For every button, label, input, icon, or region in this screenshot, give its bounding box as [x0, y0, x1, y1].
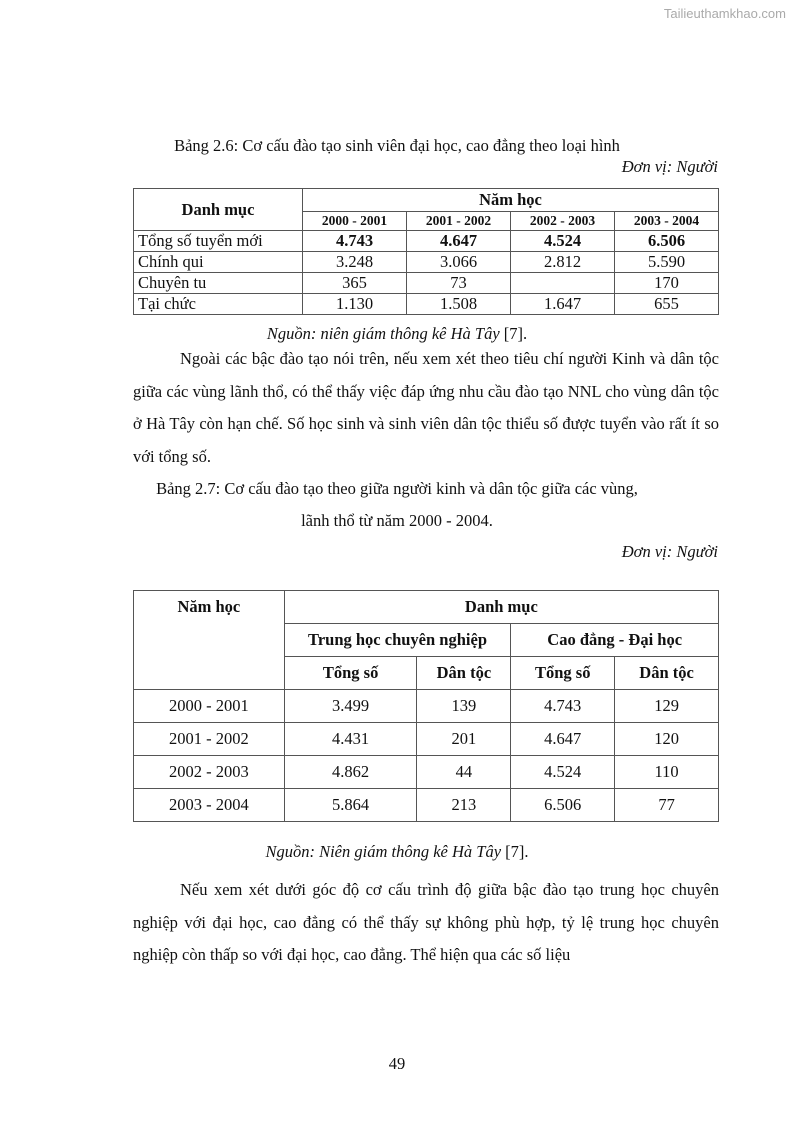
table1-year-header: 2003 - 2004	[615, 212, 719, 231]
row-year: 2003 - 2004	[134, 789, 285, 822]
cell-value: 4.862	[284, 756, 417, 789]
row-label: Tổng số tuyển mới	[134, 231, 303, 252]
table2-sub-ethnic: Dân tộc	[615, 657, 719, 690]
cell-value: 4.743	[303, 231, 407, 252]
cell-value: 3.248	[303, 252, 407, 273]
paragraph-text: Ngoài các bậc đào tạo nói trên, nếu xem xét theo tiêu chí người Kinh và dân tộc giữa các vùng lãnh thổ, có thể thấy việc đáp ứng nhu cầu đào tạo NNL cho vùng dân tộc ở Hà Tây còn hạn chế. Số học sinh và sinh viên dân tộc thiểu số được tuyển vào rất ít so với tổng số.	[133, 349, 719, 466]
cell-value: 110	[615, 756, 719, 789]
cell-value: 77	[615, 789, 719, 822]
table2-sub-ethnic: Dân tộc	[417, 657, 511, 690]
table2-source	[0, 842, 794, 862]
cell-value: 201	[417, 723, 511, 756]
table-row	[134, 252, 719, 273]
cell-value: 213	[417, 789, 511, 822]
table1-year-header: 2000 - 2001	[303, 212, 407, 231]
table2-unit: Đơn vị: Người	[621, 542, 718, 561]
table2-sub-total: Tổng số	[511, 657, 615, 690]
row-label: Chính qui	[134, 252, 303, 273]
cell-value: 139	[417, 690, 511, 723]
table1-header-category: Danh mục	[134, 189, 303, 231]
table-row	[134, 723, 719, 756]
cell-value: 6.506	[615, 231, 719, 252]
paragraph	[133, 874, 719, 972]
cell-value: 4.743	[511, 690, 615, 723]
table1-source	[0, 324, 794, 344]
cell-value: 6.506	[511, 789, 615, 822]
table1-year-header: 2002 - 2003	[511, 212, 615, 231]
table2-header-year: Năm học	[134, 591, 285, 624]
cell-value: 4.647	[511, 723, 615, 756]
table-row	[134, 231, 719, 252]
table-row	[134, 690, 719, 723]
cell-value: 4.431	[284, 723, 417, 756]
table1-unit: Đơn vị: Người	[621, 157, 718, 176]
table2-caption-line2: lãnh thổ từ năm 2000 - 2004.	[301, 511, 493, 530]
row-label: Chuyên tu	[134, 273, 303, 294]
table1-caption: Bảng 2.6: Cơ cấu đào tạo sinh viên đại học, cao đẳng theo loại hình	[174, 136, 620, 155]
table1-year-header: 2001 - 2002	[407, 212, 511, 231]
source-ref: [7].	[503, 324, 528, 343]
cell-value	[511, 273, 615, 294]
cell-value: 5.590	[615, 252, 719, 273]
table-row	[134, 294, 719, 315]
cell-value: 3.066	[407, 252, 511, 273]
source-text: Nguồn: Niên giám thông kê Hà Tây	[265, 842, 502, 861]
table1-header-year-group: Năm học	[303, 189, 719, 212]
cell-value: 2.812	[511, 252, 615, 273]
table1	[133, 188, 719, 315]
cell-value: 5.864	[284, 789, 417, 822]
cell-value: 1.647	[511, 294, 615, 315]
cell-value: 365	[303, 273, 407, 294]
table2-sub-total: Tổng số	[284, 657, 417, 690]
cell-value: 4.524	[511, 756, 615, 789]
cell-value: 4.647	[407, 231, 511, 252]
cell-value: 44	[417, 756, 511, 789]
paragraph-text: Nếu xem xét dưới góc độ cơ cấu trình độ giữa bậc đào tạo trung học chuyên nghiệp với đại học, cao đẳng có thể thấy sự không phù hợp, tỷ lệ trung học chuyên nghiệp còn thấp so với đại học, cao đẳng. Thể hiện qua các số liệu	[133, 880, 719, 964]
row-year: 2002 - 2003	[134, 756, 285, 789]
cell-value: 170	[615, 273, 719, 294]
cell-value: 4.524	[511, 231, 615, 252]
cell-value: 3.499	[284, 690, 417, 723]
table2-caption-line1: Bảng 2.7: Cơ cấu đào tạo theo giữa người kinh và dân tộc giữa các vùng,	[156, 479, 638, 498]
cell-value: 73	[407, 273, 511, 294]
table-row	[134, 789, 719, 822]
source-ref: [7].	[505, 842, 529, 861]
row-year: 2000 - 2001	[134, 690, 285, 723]
row-label: Tại chức	[134, 294, 303, 315]
cell-value: 655	[615, 294, 719, 315]
table-row	[134, 273, 719, 294]
table-row	[134, 756, 719, 789]
cell-value: 120	[615, 723, 719, 756]
watermark: Tailieuthamkhao.com	[663, 6, 786, 21]
table2-group-college: Cao đẳng - Đại học	[511, 624, 719, 657]
table2-header-category: Danh mục	[284, 591, 718, 624]
table2-group-vocational: Trung học chuyên nghiệp	[284, 624, 511, 657]
row-year: 2001 - 2002	[134, 723, 285, 756]
page-number: 49	[388, 1054, 406, 1073]
source-text: Nguồn: niên giám thông kê Hà Tây	[266, 324, 500, 343]
paragraph	[133, 343, 719, 473]
cell-value: 1.130	[303, 294, 407, 315]
table2-header-blank	[134, 624, 285, 690]
table2	[133, 590, 719, 822]
cell-value: 129	[615, 690, 719, 723]
cell-value: 1.508	[407, 294, 511, 315]
